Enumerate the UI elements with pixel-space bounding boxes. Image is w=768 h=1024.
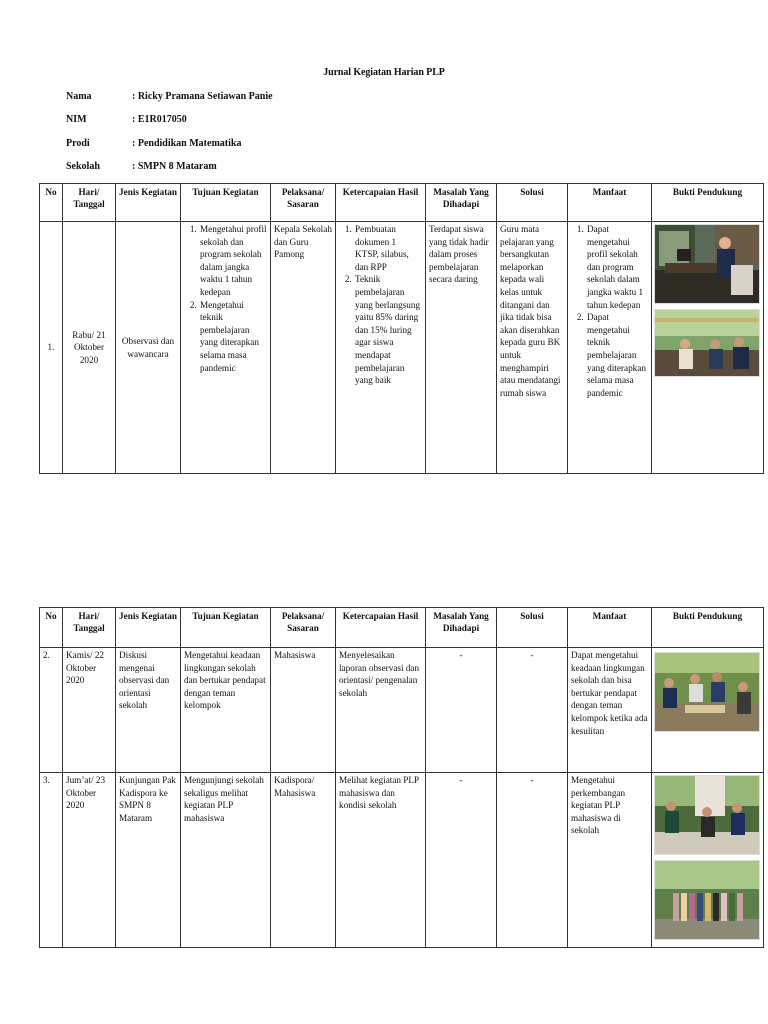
row-benefit: Mengetahui perkembangan kegiatan PLP mahasiswa di sekolah — [568, 773, 652, 948]
visit-photo — [654, 775, 760, 855]
col-header-solution: Solusi — [497, 184, 568, 222]
col-header-goal: Tujuan Kegiatan — [181, 608, 271, 648]
col-header-executor: Pelaksana/ Sasaran — [271, 184, 336, 222]
row-goal: Mengunjungi sekolah sekaligus melihat kegiatan PLP mahasiswa — [181, 773, 271, 948]
row-evidence — [652, 648, 764, 773]
info-label: Prodi — [66, 138, 90, 149]
row-day: Jum’at/ 23 Oktober 2020 — [63, 773, 116, 948]
col-header-evidence: Bukti Pendukung — [652, 608, 764, 648]
col-header-problem: Masalah Yang Dihadapi — [426, 184, 497, 222]
col-header-day: Hari/ Tanggal — [63, 184, 116, 222]
benefit-item: 2. Dapat mengetahui teknik pembelajaran yang diterapkan selama masa pandemic — [586, 311, 648, 399]
col-header-evidence: Bukti Pendukung — [652, 184, 764, 222]
result-item: 1. Pembuatan dokumen 1 KTSP, silabus, dan RPP — [354, 223, 422, 273]
row-executor: Mahasiswa — [271, 648, 336, 773]
group-discussion-photo — [654, 652, 760, 732]
col-header-no: No — [40, 184, 63, 222]
table-header-row — [40, 608, 764, 648]
info-label: Sekolah — [66, 161, 100, 172]
meeting-photo — [654, 309, 760, 377]
row-activity: Observasi dan wawancara — [116, 222, 181, 474]
row-number: 3. — [40, 773, 63, 948]
row-result: Melihat kegiatan PLP mahasiswa dan kondisi sekolah — [336, 773, 426, 948]
office-photo — [654, 224, 760, 304]
info-label: NIM — [66, 114, 87, 125]
info-value: : SMPN 8 Mataram — [132, 161, 217, 172]
col-header-solution: Solusi — [497, 608, 568, 648]
col-header-result: Ketercapaian Hasil — [336, 184, 426, 222]
table-row — [40, 648, 764, 773]
row-results — [336, 222, 426, 474]
row-day: Kamis/ 22 Oktober 2020 — [63, 648, 116, 773]
info-value: : Ricky Pramana Setiawan Panie — [132, 91, 273, 102]
journal-table-1 — [39, 183, 764, 474]
row-goals — [181, 222, 271, 474]
row-goal: Mengetahui keadaan lingkungan sekolah dan bertukar pendapat dengan teman kelompok — [181, 648, 271, 773]
row-benefit: Dapat mengetahui keadaan lingkungan sekolah dan bisa bertukar pendapat dengan teman kelompok ketika ada kesulitan — [568, 648, 652, 773]
row-executor: Kadispora/ Mahasiswa — [271, 773, 336, 948]
row-day: Rabu/ 21 Oktober 2020 — [63, 222, 116, 474]
group-photo — [654, 860, 760, 940]
table-header-row — [40, 184, 764, 222]
col-header-benefit: Manfaat — [568, 184, 652, 222]
row-number: 1. — [40, 222, 63, 474]
benefit-item: 1. Dapat mengetahui profil sekolah dan program sekolah dalam jangka waktu 1 tahun kedepan — [586, 223, 648, 311]
row-activity: Diskusi mengenai observasi dan orientasi sekolah — [116, 648, 181, 773]
row-solution: - — [497, 648, 568, 773]
col-header-no: No — [40, 608, 63, 648]
col-header-activity: Jenis Kegiatan — [116, 608, 181, 648]
col-header-day: Hari/ Tanggal — [63, 608, 116, 648]
col-header-benefit: Manfaat — [568, 608, 652, 648]
row-number: 2. — [40, 648, 63, 773]
document-title: Jurnal Kegiatan Harian PLP — [323, 67, 445, 78]
info-value: : E1R017050 — [132, 114, 187, 125]
row-activity: Kunjungan Pak Kadispora ke SMPN 8 Mataram — [116, 773, 181, 948]
row-problem: Terdapat siswa yang tidak hadir dalam proses pembelajaran secara daring — [426, 222, 497, 474]
info-value: : Pendidikan Matematika — [132, 138, 242, 149]
row-result: Menyelesaikan laporan observasi dan orientasi/ pengenalan sekolah — [336, 648, 426, 773]
col-header-result: Ketercapaian Hasil — [336, 608, 426, 648]
col-header-executor: Pelaksana/ Sasaran — [271, 608, 336, 648]
col-header-goal: Tujuan Kegiatan — [181, 184, 271, 222]
result-item: 2. Teknik pembelajaran yang berlangsung yaitu 85% daring dan 15% luring agar siswa mendapat pembelajaran yang baik — [354, 273, 422, 386]
row-benefits — [568, 222, 652, 474]
col-header-problem: Masalah Yang Dihadapi — [426, 608, 497, 648]
table-row — [40, 222, 764, 474]
row-problem: - — [426, 648, 497, 773]
row-executor: Kepala Sekolah dan Guru Pamong — [271, 222, 336, 474]
row-evidence — [652, 222, 764, 474]
goal-item: 2. Mengetahui teknik pembelajaran yang diterapkan selama masa pandemic — [199, 299, 267, 375]
info-label: Nama — [66, 91, 92, 102]
row-solution: Guru mata pelajaran yang bersangkutan melaporkan kepada wali kelas untuk ditangani dan jika tidak bisa akan diserahkan kepada guru BK untuk menghampiri atau mendatangi rumah siswa — [497, 222, 568, 474]
col-header-activity: Jenis Kegiatan — [116, 184, 181, 222]
goal-item: 1. Mengetahui profil sekolah dan program sekolah dalam jangka waktu 1 tahun kedepan — [199, 223, 267, 299]
row-evidence — [652, 773, 764, 948]
journal-table-2 — [39, 607, 764, 948]
row-solution: - — [497, 773, 568, 948]
table-row — [40, 773, 764, 948]
row-problem: - — [426, 773, 497, 948]
